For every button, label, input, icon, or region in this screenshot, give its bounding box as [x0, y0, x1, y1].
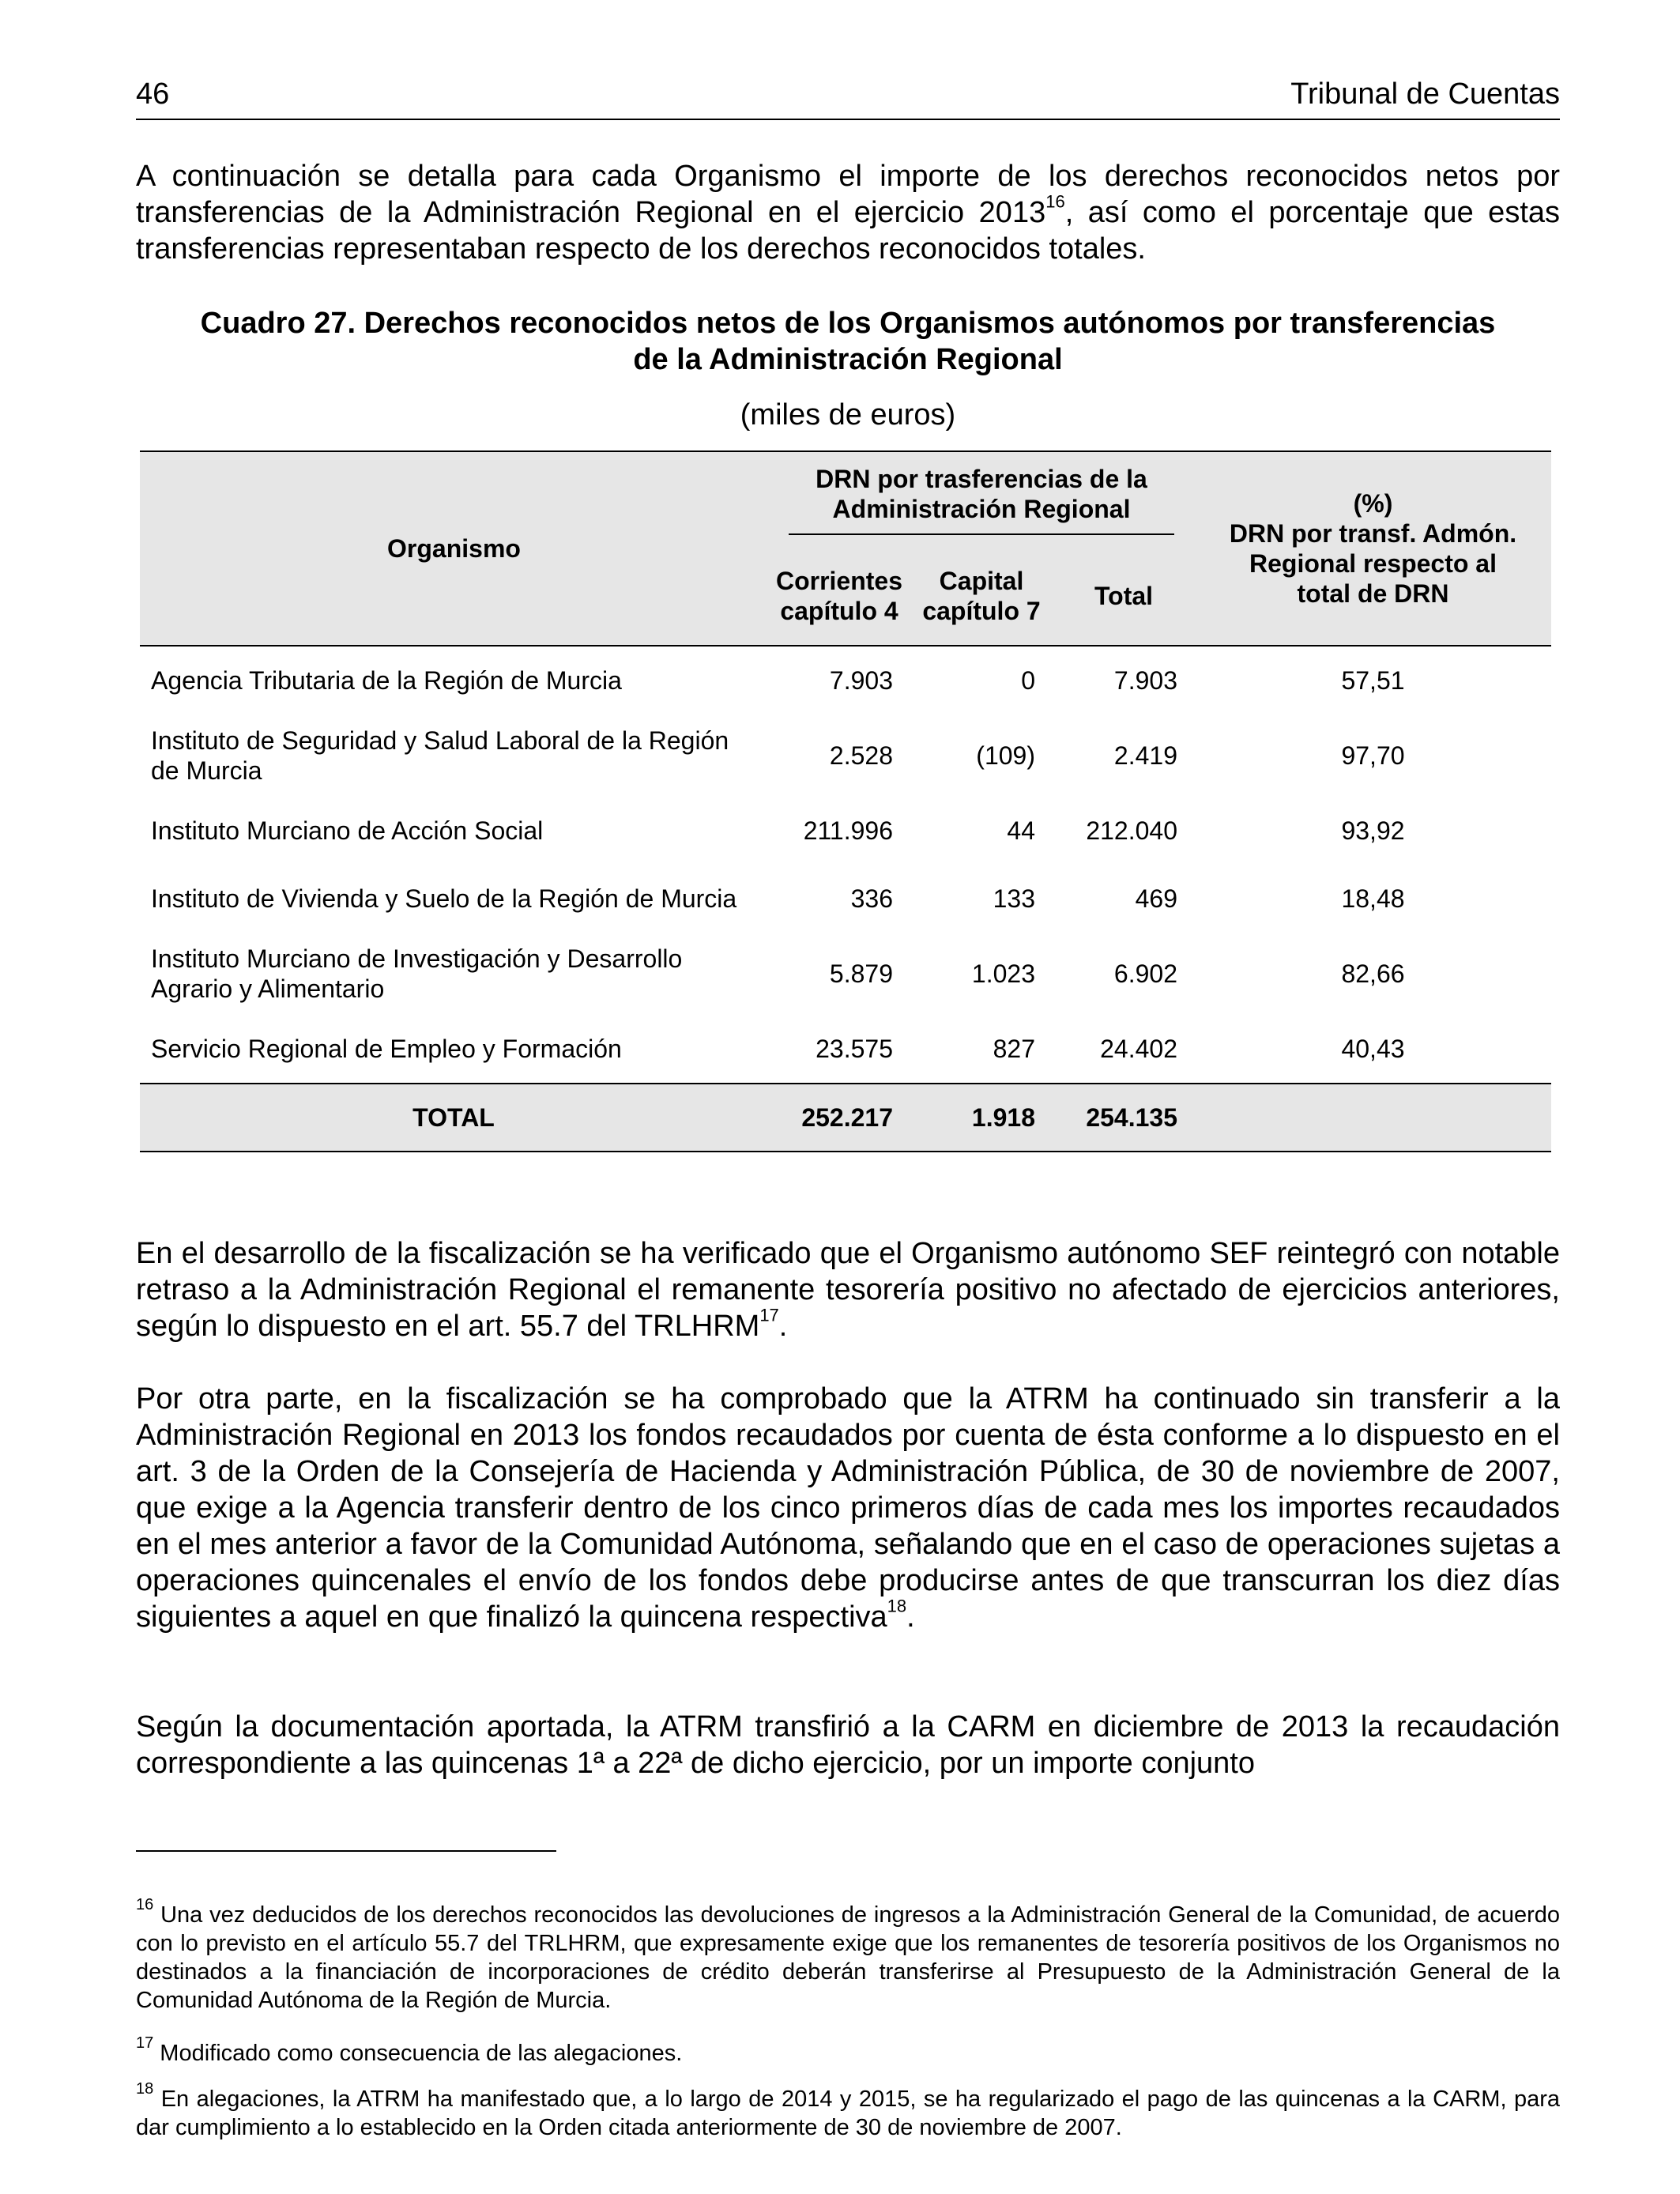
header-group-line1: DRN por trasferencias de la [816, 465, 1147, 493]
row-corrientes: 7.903 [829, 666, 893, 695]
header-percentage [1195, 451, 1551, 646]
table-row [140, 714, 1551, 797]
row-total: 212.040 [1086, 816, 1177, 845]
paragraph-atrm [136, 1381, 1560, 1635]
row-name-line1: Instituto de Vivienda y Suelo de la Región de Murcia [151, 884, 737, 913]
total-percentage [1195, 1084, 1551, 1152]
footnote-17 [136, 2034, 1560, 2068]
row-organismo [140, 865, 768, 933]
row-name-line1: Agencia Tributaria de la Región de Murcia [151, 666, 622, 695]
row-name-line2: Agrario y Alimentario [151, 974, 385, 1003]
total-label: TOTAL [140, 1084, 768, 1152]
footnote-ref-16[interactable]: 16 [1045, 191, 1065, 212]
row-capital: 1.023 [971, 959, 1035, 988]
row-total: 7.903 [1113, 666, 1177, 695]
footnote-16 [136, 1896, 1560, 2015]
row-total: 469 [1135, 884, 1177, 913]
header-organization: Tribunal de Cuentas [1290, 77, 1560, 111]
header-total: Total [1053, 547, 1195, 646]
page-header [136, 77, 1560, 120]
header-capital [910, 547, 1053, 646]
row-name-line2: de Murcia [151, 756, 262, 785]
footnote-separator [136, 1850, 556, 1852]
footnote-text: Una vez deducidos de los derechos reconocidos las devoluciones de ingresos a la Administración General de la Comunidad, de acuerdo con lo previsto en el artículo 55.7 del TRLHRM, que expresamente exige que los remanentes de tesorería positivos de los Organismos no destinados a la financiación de incorporaciones de crédito deberán transferirse al Presupuesto de la Administración General de la Comunidad Autónoma de la Región de Murcia. [136, 1902, 1560, 2013]
row-organismo [140, 933, 768, 1015]
row-name-line1: Instituto Murciano de Investigación y Desarrollo [151, 944, 683, 973]
row-corrientes: 336 [850, 884, 893, 913]
page-number: 46 [136, 77, 170, 111]
total-row [140, 1084, 1551, 1152]
footnote-number: 16 [136, 1896, 154, 1913]
row-percentage: 40,43 [1341, 1035, 1405, 1063]
header-pct-line3: Regional respecto al [1249, 549, 1497, 578]
table-row [140, 933, 1551, 1015]
footnote-text: Modificado como consecuencia de las alegaciones. [153, 2041, 683, 2066]
drn-table [140, 450, 1551, 1152]
row-total: 24.402 [1100, 1035, 1177, 1063]
total-corrientes: 252.217 [768, 1084, 910, 1152]
total-capital: 1.918 [910, 1084, 1053, 1152]
paragraph-sef [136, 1235, 1560, 1344]
table-title [136, 305, 1560, 378]
row-total: 6.902 [1113, 959, 1177, 988]
intro-paragraph [136, 158, 1560, 267]
header-corrientes-line2: capítulo 4 [780, 597, 898, 625]
row-percentage: 82,66 [1341, 959, 1405, 988]
row-organismo [140, 646, 768, 714]
row-capital: 0 [1021, 666, 1035, 695]
header-capital-line2: capítulo 7 [922, 597, 1041, 625]
header-pct-line1: (%) [1353, 489, 1393, 518]
row-organismo [140, 1015, 768, 1084]
header-pct-line4: total de DRN [1297, 579, 1449, 608]
row-corrientes: 211.996 [803, 816, 893, 845]
footnote-number: 17 [136, 2034, 154, 2052]
row-capital: 827 [993, 1035, 1035, 1063]
row-corrientes: 23.575 [816, 1035, 893, 1063]
row-percentage: 97,70 [1341, 741, 1405, 770]
footnote-text: En alegaciones, la ATRM ha manifestado que, a lo largo de 2014 y 2015, se ha regularizado el pago de las quincenas a la CARM, para dar cumplimiento a lo establecido en la Orden citada anteriormente de 30 de noviembre de 2007. [136, 2087, 1560, 2140]
row-organismo [140, 714, 768, 797]
header-corrientes [768, 547, 910, 646]
paragraph-sef-end: . [778, 1310, 788, 1343]
row-name-line1: Instituto de Seguridad y Salud Laboral de la Región [151, 726, 729, 755]
row-organismo [140, 797, 768, 865]
header-pct-line2: DRN por transf. Admón. [1229, 519, 1517, 548]
total-total: 254.135 [1053, 1084, 1195, 1152]
paragraph-atrm-text: Por otra parte, en la fiscalización se ha comprobado que la ATRM ha continuado sin transferir a la Administración Regional en 2013 los fondos recaudados por cuenta de ésta conforme a lo dispuesto en el art. 3 de la Orden de la Consejería de Hacienda y Administración Pública, de 30 de noviembre de 2007, que exige a la Agencia transferir dentro de los cinco primeros días de cada mes los importes recaudados en el mes anterior a favor de la Comunidad Autónoma, señalando que en el caso de operaciones sujetas a operaciones quincenales el envío de los fondos debe producirse antes de que transcurran los diez días siguientes a aquel en que finalizó la quincena respectiva [136, 1382, 1560, 1634]
row-name-line1: Instituto Murciano de Acción Social [151, 816, 544, 845]
intro-text: A continuación se detalla para cada Organismo el importe de los derechos reconocidos netos por transferencias de la Administración Regional en el ejercicio 2013 [136, 160, 1560, 229]
footnote-ref-18[interactable]: 18 [887, 1596, 907, 1616]
row-percentage: 93,92 [1341, 816, 1405, 845]
header-corrientes-line1: Corrientes [775, 567, 903, 595]
table-row [140, 865, 1551, 933]
paragraph-sef-text: En el desarrollo de la fiscalización se ha verificado que el Organismo autónomo SEF reintegró con notable retraso a la Administración Regional el remanente tesorería positivo no afectado de ejercicios anteriores, según lo dispuesto en el art. 55.7 del TRLHRM [136, 1237, 1560, 1343]
intro-text-end: , así como el porcentaje que estas transferencias representaban respecto de los derechos reconocidos totales. [136, 196, 1561, 266]
row-percentage: 57,51 [1341, 666, 1405, 695]
header-group-line2: Administración Regional [832, 495, 1131, 523]
paragraph-documentacion: Según la documentación aportada, la ATRM transfirió a la CARM en diciembre de 2013 la recaudación correspondiente a las quincenas 1ª a 22ª de dicho ejercicio, por un importe conjunto [136, 1710, 1560, 1780]
footnote-number: 18 [136, 2080, 154, 2098]
row-capital: 133 [993, 884, 1035, 913]
row-corrientes: 2.528 [829, 741, 893, 770]
footnote-ref-17[interactable]: 17 [759, 1305, 779, 1325]
table-title-line2: de la Administración Regional [633, 343, 1063, 376]
header-drn-group [768, 451, 1195, 547]
row-name-line1: Servicio Regional de Empleo y Formación [151, 1035, 622, 1063]
table-title-line1: Cuadro 27. Derechos reconocidos netos de los Organismos autónomos por transferencias [200, 307, 1496, 340]
header-organismo: Organismo [140, 451, 768, 646]
table-unit: (miles de euros) [740, 398, 956, 432]
table-row [140, 646, 1551, 714]
row-capital: (109) [976, 741, 1035, 770]
paragraph-atrm-end: . [906, 1600, 915, 1634]
table-row [140, 797, 1551, 865]
header-capital-line1: Capital [939, 567, 1024, 595]
row-capital: 44 [1007, 816, 1035, 845]
row-total: 2.419 [1113, 741, 1177, 770]
row-corrientes: 5.879 [829, 959, 893, 988]
footnote-18 [136, 2080, 1560, 2142]
table-row [140, 1015, 1551, 1084]
row-percentage: 18,48 [1341, 884, 1405, 913]
